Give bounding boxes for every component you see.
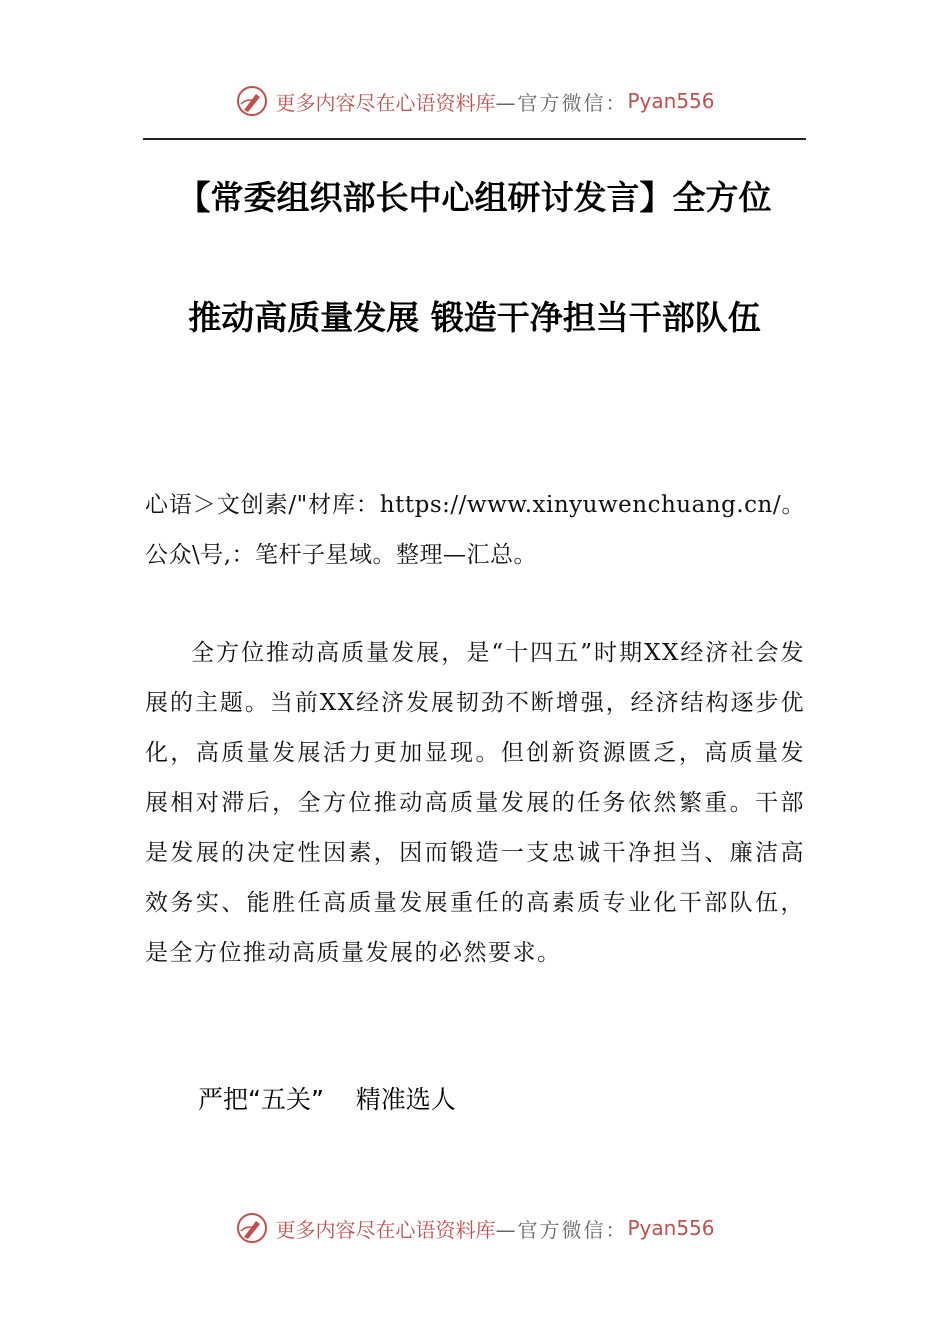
header-rule (143, 138, 806, 140)
doc-title-line-1: 【常委组织部长中心组研讨发言】全方位 (177, 178, 772, 217)
section-heading: 严把“五关” 精准选人 (198, 1085, 456, 1114)
watermark-lead: 更多内容尽在心语资料库 (275, 1217, 496, 1242)
header-watermark (0, 84, 950, 118)
watermark-wechat: Pyan556 (627, 1216, 715, 1240)
watermark-lead: 更多内容尽在心语资料库 (275, 90, 496, 115)
pen-nib-logo-icon (235, 1211, 269, 1245)
source-note: 心语＞文创素/"材库：https://www.xinyuwenchuang.cn/。公众\号,：笔杆子星域。整理—汇总。 (145, 492, 805, 568)
footer-watermark (0, 1211, 950, 1245)
watermark-mid: —官方微信： (495, 90, 628, 115)
watermark-wechat: Pyan556 (627, 89, 715, 113)
pen-nib-logo-icon (235, 84, 269, 118)
body-paragraph-1: 全方位推动高质量发展，是“十四五”时期XX经济社会发展的主题。当前XX经济发展韧劲不断增强，经济结构逐步优化，高质量发展活力更加显现。但创新资源匮乏，高质量发展相对滞后，全方位推动高质量发展的任务依然繁重。干部是发展的决定性因素，因而锻造一支忠诚干净担当、廉洁高效务实、能胜任高质量发展重任的高素质专业化干部队伍，是全方位推动高质量发展的必然要求。 (145, 640, 805, 966)
watermark-mid: —官方微信： (495, 1217, 628, 1242)
doc-title-line-2: 推动高质量发展 锻造干净担当干部队伍 (188, 298, 761, 337)
